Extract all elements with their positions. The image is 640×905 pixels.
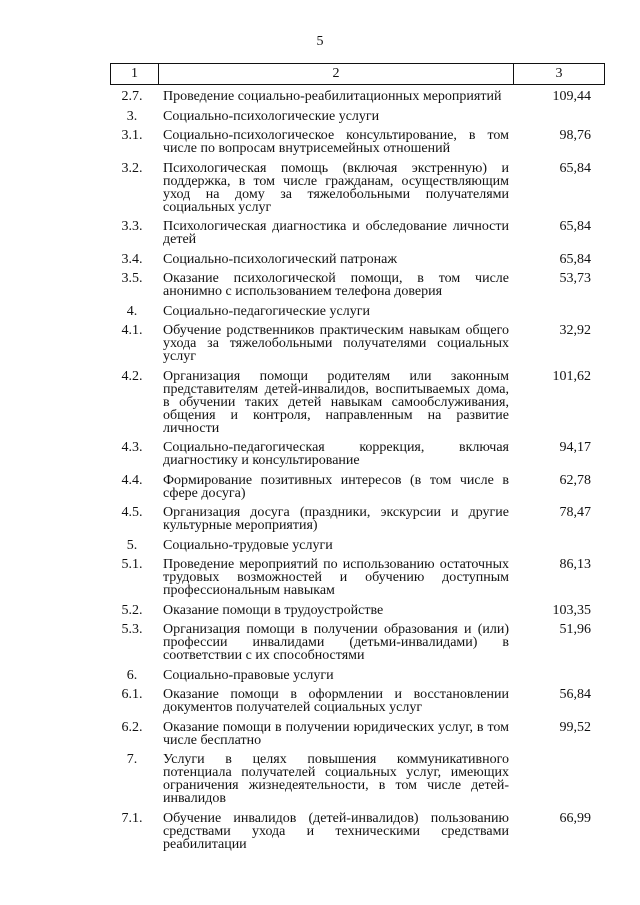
table-row — [110, 558, 610, 597]
table-row — [110, 506, 610, 532]
row-number: 6. — [126, 667, 138, 683]
table-row — [110, 721, 610, 747]
service-name: Оказание помощи в оформлении и восстановлении документов получателей социальных услуг — [163, 687, 509, 715]
table-row — [110, 90, 610, 103]
table-row — [110, 688, 610, 714]
row-number: 2.7. — [121, 89, 143, 104]
row-number: 5.3. — [121, 622, 143, 637]
table-row — [110, 370, 610, 435]
service-name: Социально-педагогическая коррекция, включая диагностику и консультирование — [163, 440, 509, 468]
table-row — [110, 110, 610, 123]
row-number: 3.3. — [121, 219, 143, 234]
table-row — [110, 669, 610, 682]
table-row — [110, 305, 610, 318]
row-number: 3.5. — [121, 271, 143, 286]
table-row — [110, 272, 610, 298]
service-name: Социально-трудовые услуги — [163, 537, 333, 553]
table-row — [110, 253, 610, 266]
service-name: Формирование позитивных интересов (в том числе в сфере досуга) — [163, 472, 509, 501]
row-number: 4.4. — [121, 472, 143, 488]
service-name: Проведение социально-реабилитационных мероприятий — [163, 89, 502, 104]
row-number: 5. — [126, 537, 138, 553]
service-price: 62,78 — [559, 472, 591, 488]
row-number: 5.1. — [121, 557, 143, 572]
service-price: 86,13 — [559, 557, 591, 572]
column-header-1: 1 — [111, 64, 159, 85]
service-price — [509, 753, 591, 805]
service-name: Оказание помощи в трудоустройстве — [163, 602, 384, 618]
column-header-table — [110, 63, 605, 85]
service-name: Оказание помощи в получении юридических услуг, в том числе бесплатно — [163, 719, 509, 748]
table-row — [110, 220, 610, 246]
row-number: 4.5. — [121, 505, 143, 520]
table-row — [110, 812, 610, 851]
service-price: 65,84 — [559, 251, 591, 267]
table-row — [110, 324, 610, 363]
service-name: Организация помощи родителям или законным представителям детей-инвалидов, воспитываемых дома, в обучении таких детей навыкам самообслуживания, общения и контроля, направленным на развитие личности — [163, 368, 509, 436]
table-row — [110, 162, 610, 214]
service-price: 101,62 — [552, 368, 591, 384]
service-name: Проведение мероприятий по использованию остаточных трудовых возможностей и обучению доступным профессиональным навыкам — [163, 557, 509, 598]
service-name: Обучение родственников практическим навыкам общего ухода за тяжелобольными получателями социальных услуг — [163, 323, 509, 364]
service-price: 98,76 — [559, 128, 591, 143]
service-name: Социально-психологический патронаж — [163, 251, 398, 267]
service-name: Услуги в целях повышения коммуникативного потенциала получателей социальных услуг, имеющих ограничения жизнедеятельности, в том числе детей-инвалидов — [163, 752, 509, 806]
table-row — [110, 604, 610, 617]
table-row — [110, 539, 610, 552]
column-header-row — [111, 64, 605, 85]
service-price: 65,84 — [559, 160, 591, 176]
table-row — [110, 441, 610, 467]
row-number: 6.1. — [121, 687, 143, 702]
table-row — [110, 129, 610, 155]
row-number: 4.3. — [121, 440, 143, 455]
row-number: 4.2. — [121, 368, 143, 384]
service-price: 94,17 — [559, 440, 591, 455]
table-row — [110, 623, 610, 662]
service-price: 53,73 — [559, 271, 591, 286]
row-number: 4.1. — [121, 323, 143, 338]
service-name: Оказание психологической помощи, в том числе анонимно с использованием телефона доверия — [163, 271, 509, 299]
service-name: Обучение инвалидов (детей-инвалидов) пользованию средствами ухода и техническими средствами реабилитации — [163, 810, 509, 852]
service-price: 109,44 — [552, 89, 591, 104]
table-row — [110, 474, 610, 500]
service-name: Организация досуга (праздники, экскурсии и другие культурные мероприятия) — [163, 505, 509, 533]
row-number: 7.1. — [121, 810, 143, 826]
service-price: 65,84 — [559, 219, 591, 234]
row-number: 7. — [126, 752, 138, 767]
service-price: 32,92 — [559, 323, 591, 338]
service-price — [509, 669, 591, 682]
row-number: 4. — [126, 303, 138, 319]
service-price — [509, 539, 591, 552]
service-name: Социально-психологическое консультирование, в том числе по вопросам внутрисемейных отношений — [163, 128, 509, 156]
service-list — [110, 90, 610, 857]
row-number: 6.2. — [121, 719, 143, 735]
service-name: Социально-правовые услуги — [163, 667, 334, 683]
service-name: Организация помощи в получении образования и (или) профессии инвалидами (детьми-инвалидами) в соответствии с их способностями — [163, 622, 509, 663]
row-number: 3.4. — [121, 251, 143, 267]
service-price: 103,35 — [552, 602, 591, 618]
service-name: Психологическая помощь (включая экстренную) и поддержка, в том числе гражданам, осуществляющим уход на дому за тяжелобольными получателями социальных услуг — [163, 160, 509, 215]
service-price: 99,52 — [559, 719, 591, 735]
service-name: Психологическая диагностика и обследование личности детей — [163, 219, 509, 247]
service-price: 78,47 — [559, 505, 591, 520]
service-name: Социально-педагогические услуги — [163, 303, 370, 319]
column-header-3: 3 — [514, 64, 605, 85]
service-name: Социально-психологические услуги — [163, 108, 380, 124]
service-price — [509, 110, 591, 123]
row-number: 5.2. — [121, 602, 143, 618]
page-number: 5 — [316, 34, 324, 49]
service-price — [509, 305, 591, 318]
row-number: 3. — [126, 108, 138, 124]
column-header-2: 2 — [159, 64, 514, 85]
table-row — [110, 753, 610, 805]
service-price: 51,96 — [559, 622, 591, 637]
row-number: 3.1. — [121, 128, 143, 143]
service-price: 66,99 — [559, 810, 591, 826]
service-price: 56,84 — [559, 687, 591, 702]
row-number: 3.2. — [121, 160, 143, 176]
